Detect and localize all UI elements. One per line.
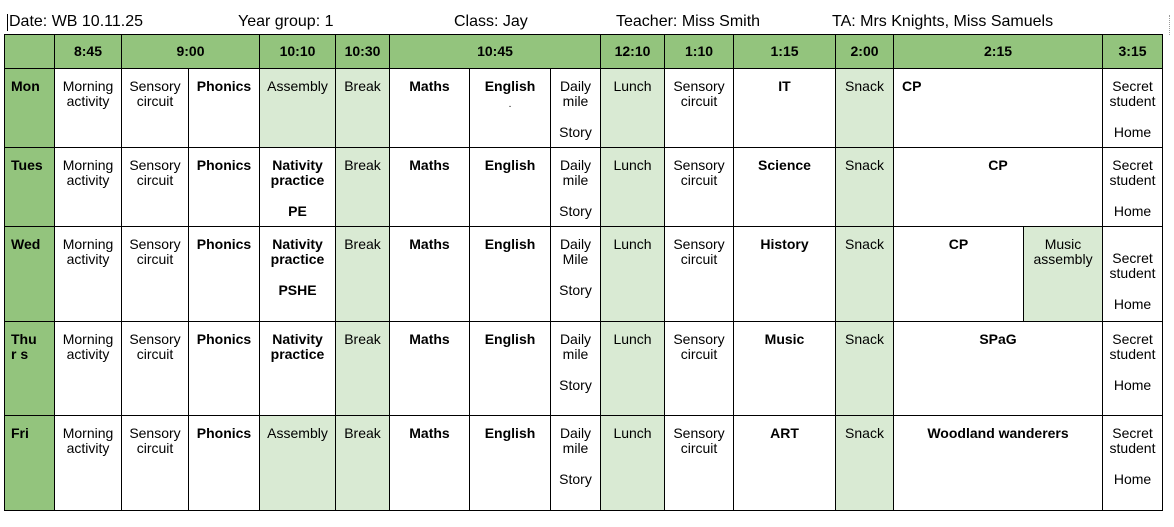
table-row-fri — [5, 416, 1163, 511]
cell-english: English — [470, 227, 551, 322]
time-215: 2:15 — [894, 35, 1103, 69]
cell-1010: Nativity practice PSHE — [260, 227, 336, 322]
cell-sensory-pm: Sensory circuit — [665, 69, 734, 148]
time-900: 9:00 — [122, 35, 260, 69]
time-110: 1:10 — [665, 35, 734, 69]
year-group-label: Year group: 1 — [238, 13, 334, 30]
cell-daily-mile: Daily mile Story — [551, 148, 601, 227]
class-label: Class: Jay — [454, 13, 528, 30]
cell-phonics: Phonics — [189, 322, 260, 416]
time-header-row — [5, 35, 1163, 69]
cell-315: Secret student Home — [1103, 322, 1163, 416]
time-315: 3:15 — [1103, 35, 1163, 69]
time-115: 1:15 — [734, 35, 836, 69]
document-header — [0, 11, 1174, 33]
cell-english: English . — [470, 69, 551, 148]
cell-1010: Assembly — [260, 416, 336, 511]
corner-cell — [5, 35, 55, 69]
time-1210: 12:10 — [601, 35, 665, 69]
cell-daily-mile: Daily mile Story — [551, 416, 601, 511]
cell-break: Break — [336, 227, 390, 322]
table-row-thurs — [5, 322, 1163, 416]
day-label: Mon — [5, 69, 55, 148]
cell-sensory: Sensory circuit — [122, 69, 189, 148]
cell-english: English — [470, 148, 551, 227]
cell-daily-mile: Daily mile Story — [551, 322, 601, 416]
cell-115: ART — [734, 416, 836, 511]
time-1045: 10:45 — [390, 35, 601, 69]
cell-daily-mile: Daily mile Story — [551, 69, 601, 148]
cell-1010: Nativity practice PE — [260, 148, 336, 227]
time-1030: 10:30 — [336, 35, 390, 69]
cell-break: Break — [336, 69, 390, 148]
cell-215: CP — [894, 148, 1103, 227]
table-row-mon — [5, 69, 1163, 148]
cell-sensory-pm: Sensory circuit — [665, 416, 734, 511]
cell-maths: Maths — [390, 227, 470, 322]
day-label: Wed — [5, 227, 55, 322]
time-200: 2:00 — [836, 35, 894, 69]
day-label: Thur s — [5, 322, 55, 416]
cell-maths: Maths — [390, 322, 470, 416]
time-1010: 10:10 — [260, 35, 336, 69]
cell-115: Music — [734, 322, 836, 416]
cell-215: Woodland wanderers — [894, 416, 1103, 511]
cell-morning: Morning activity — [55, 69, 122, 148]
day-label: Fri — [5, 416, 55, 511]
cell-morning: Morning activity — [55, 416, 122, 511]
cell-break: Break — [336, 416, 390, 511]
cell-315: Secret student Home — [1103, 69, 1163, 148]
cell-1010: Assembly — [260, 69, 336, 148]
timetable — [4, 34, 1163, 511]
cell-115: Science — [734, 148, 836, 227]
cell-phonics: Phonics — [189, 148, 260, 227]
cell-snack: Snack — [836, 69, 894, 148]
cell-english: English — [470, 322, 551, 416]
cell-315: Secret student Home — [1103, 416, 1163, 511]
text-cursor — [7, 14, 8, 31]
cell-215-music: Music assembly — [1024, 227, 1103, 322]
cell-maths: Maths — [390, 416, 470, 511]
cell-315: Secret student Home — [1103, 148, 1163, 227]
cell-115: IT — [734, 69, 836, 148]
cell-lunch: Lunch — [601, 322, 665, 416]
cell-sensory: Sensory circuit — [122, 416, 189, 511]
cell-sensory-pm: Sensory circuit — [665, 322, 734, 416]
cell-phonics: Phonics — [189, 416, 260, 511]
cell-phonics: Phonics — [189, 227, 260, 322]
cell-snack: Snack — [836, 416, 894, 511]
cell-english: English — [470, 416, 551, 511]
cell-lunch: Lunch — [601, 416, 665, 511]
cell-lunch: Lunch — [601, 227, 665, 322]
cell-sensory-pm: Sensory circuit — [665, 148, 734, 227]
cell-phonics: Phonics — [189, 69, 260, 148]
cell-daily-mile: Daily Mile Story — [551, 227, 601, 322]
cell-215: SPaG — [894, 322, 1103, 416]
cell-snack: Snack — [836, 148, 894, 227]
cell-maths: Maths — [390, 69, 470, 148]
cell-sensory: Sensory circuit — [122, 322, 189, 416]
cell-break: Break — [336, 322, 390, 416]
cell-lunch: Lunch — [601, 148, 665, 227]
margin-marker — [1169, 15, 1172, 35]
table-row-wed — [5, 227, 1163, 322]
cell-sensory-pm: Sensory circuit — [665, 227, 734, 322]
cell-215-cp: CP — [894, 227, 1024, 322]
table-row-tues — [5, 148, 1163, 227]
time-845: 8:45 — [55, 35, 122, 69]
cell-snack: Snack — [836, 227, 894, 322]
cell-315: Secret student Home — [1103, 227, 1163, 322]
teacher-label: Teacher: Miss Smith — [616, 13, 761, 30]
cell-morning: Morning activity — [55, 322, 122, 416]
cell-sensory: Sensory circuit — [122, 227, 189, 322]
day-label: Tues — [5, 148, 55, 227]
date-label: Date: WB 10.11.25 — [9, 13, 143, 30]
cell-snack: Snack — [836, 322, 894, 416]
cell-215: CP — [894, 69, 1103, 148]
cell-sensory: Sensory circuit — [122, 148, 189, 227]
cell-break: Break — [336, 148, 390, 227]
cell-115: History — [734, 227, 836, 322]
ta-label: TA: Mrs Knights, Miss Samuels — [832, 13, 1054, 30]
cell-lunch: Lunch — [601, 69, 665, 148]
cell-morning: Morning activity — [55, 227, 122, 322]
cell-maths: Maths — [390, 148, 470, 227]
cell-1010: Nativity practice — [260, 322, 336, 416]
cell-morning: Morning activity — [55, 148, 122, 227]
